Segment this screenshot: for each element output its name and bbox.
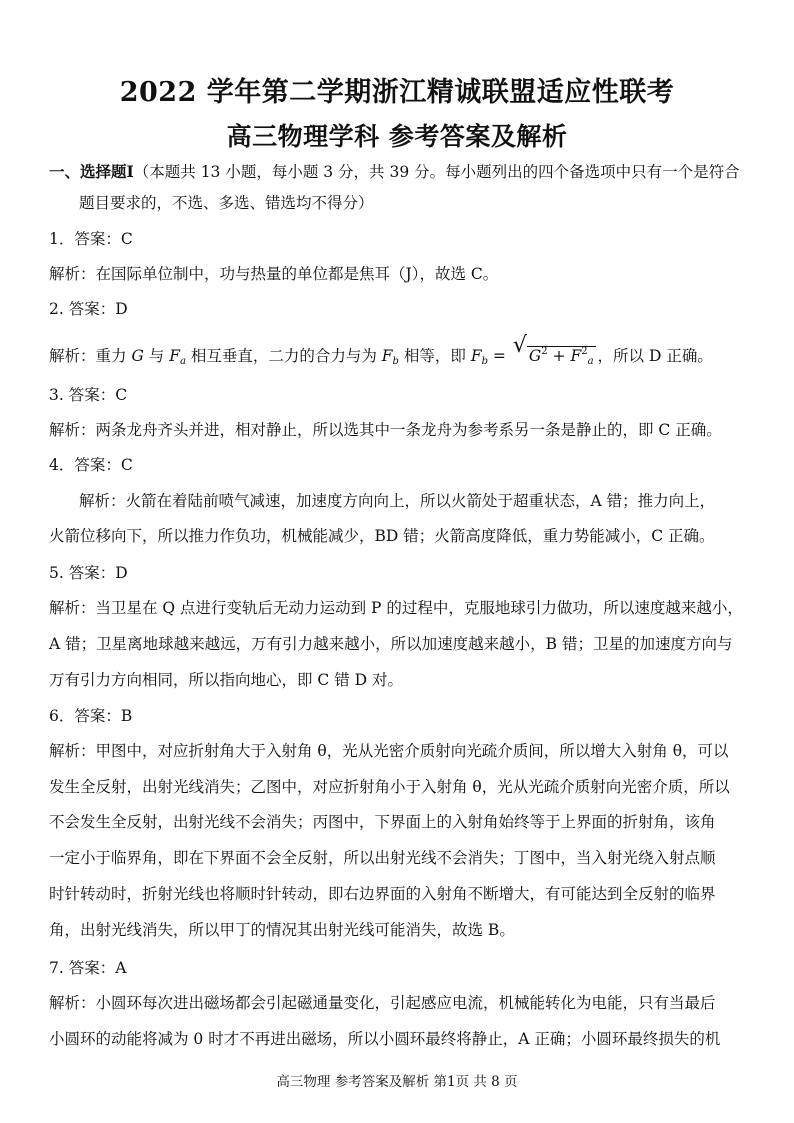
exponent: 2 [541, 346, 548, 357]
explanation-6-line-6: 角，出射光线消失，所以甲丁的情况其出射光线可能消失，故选 B。 [49, 921, 515, 939]
page-subtitle: 高三物理学科 参考答案及解析 [226, 122, 568, 151]
radical-sign: √ [512, 333, 527, 358]
answer-5: 5. 答案：D [49, 564, 128, 582]
e2-text: 相互垂直，二力的合力与为 [185, 347, 382, 365]
explanation-6-line-1: 解析：甲图中，对应折射角大于入射角 θ，光从光密介质射向光疏介质间，所以增大入射角 θ，可以 [49, 742, 729, 760]
explanation-5-line-1: 解析：当卫星在 Q 点进行变轨后无动力运动到 P 的过程中，克服地球引力做功，所以速度越来越小， [49, 599, 743, 617]
answer-6: 6．答案：B [49, 707, 133, 725]
e2-sub-a: a [587, 356, 594, 367]
explanation-6-line-5: 时针转动时，折射光线也将顺时针转动，即右边界面的入射角不断增大，有可能达到全反射的临界 [49, 885, 716, 903]
exponent: 2 [581, 346, 588, 357]
answer-4: 4．答案：C [49, 456, 133, 474]
radicand [527, 346, 596, 365]
e2-text: 解析：重力 [49, 347, 132, 365]
explanation-7-line-1: 解析：小圆环每次进出磁场都会引起磁通量变化，引起感应电流，机械能转化为电能，只有当最后 [49, 994, 716, 1012]
answer-3: 3. 答案：C [49, 386, 128, 404]
explanation-6-line-2: 发生全反射，出射光线消失；乙图中，对应折射角小于入射角 θ，光从光疏介质射向光密介质，所以 [49, 778, 730, 796]
explanation-5-line-3: 万有引力方向相同，所以指向地心，即 C 错 D 对。 [49, 671, 403, 689]
e2-sub-b: b [481, 356, 488, 367]
e2-var-f: F [169, 347, 180, 365]
explanation-6-line-3: 不会发生全反射，出射光线不会消失；丙图中，下界面上的入射角始终等于上界面的折射角，该角 [49, 813, 716, 831]
answer-2: 2. 答案：D [49, 300, 128, 318]
explanation-3: 解析：两条龙舟齐头并进，相对静止，所以选其中一条龙舟为参考系另一条是静止的，即 C 正确。 [49, 421, 722, 439]
sqrt-expression [512, 333, 596, 372]
e2-var-g: G [528, 347, 542, 365]
answer-7: 7. 答案：A [49, 959, 127, 977]
page-title: 2022 学年第二学期浙江精诚联盟适应性联考 [119, 77, 675, 108]
section-heading [49, 162, 749, 182]
page-footer: 高三物理 参考答案及解析 第1页 共 8 页 [276, 1074, 518, 1090]
e2-var-f: F [570, 347, 582, 365]
explanation-5-line-2: A 错；卫星离地球越来越远，万有引力越来越小，所以加速度越来越小，B 错；卫星的加速度方向与 [49, 635, 733, 653]
explanation-6-line-4: 一定小于临界角，即在下界面不会全反射，所以出射光线不会消失；丁图中，当入射光绕入射点顺 [49, 849, 716, 867]
e2-sub-a: a [179, 356, 186, 367]
e2-sub-b: b [392, 356, 399, 367]
e2-equals: = [487, 347, 511, 365]
e2-var-f: F [381, 347, 393, 365]
section-desc-2: 题目要求的，不选、多选、错选均不得分） [79, 194, 374, 212]
explanation-4-line-2: 火箭位移向下，所以推力作负功，机械能减少，BD 错；火箭高度降低，重力势能减小，C 正确。 [49, 527, 715, 545]
e2-text: 与 [143, 347, 170, 365]
e2-text: ，所以 D 正确。 [597, 347, 713, 365]
section-desc-1: （本题共 13 小题，每小题 3 分，共 39 分。每小题列出的四个备选项中只有一个是符合 [133, 163, 740, 181]
e2-text: 相等，即 [398, 347, 471, 365]
explanation-4-line-1: 解析：火箭在着陆前喷气减速，加速度方向向上，所以火箭处于超重状态，A 错；推力向上， [79, 492, 716, 510]
explanation-1: 解析：在国际单位制中，功与热量的单位都是焦耳（J），故选 C。 [49, 265, 499, 283]
e2-var-f: F [470, 347, 482, 365]
explanation-2 [49, 333, 749, 372]
e2-var-g: G [131, 347, 144, 365]
section-label: 一、选择题Ⅰ [49, 162, 134, 181]
explanation-7-line-2: 小圆环的动能将减为 0 时才不再进出磁场，所以小圆环最终将静止，A 正确；小圆环最终损失的机 [49, 1030, 721, 1048]
plus-sign: + [547, 347, 571, 365]
answer-1: 1．答案：C [49, 230, 133, 248]
